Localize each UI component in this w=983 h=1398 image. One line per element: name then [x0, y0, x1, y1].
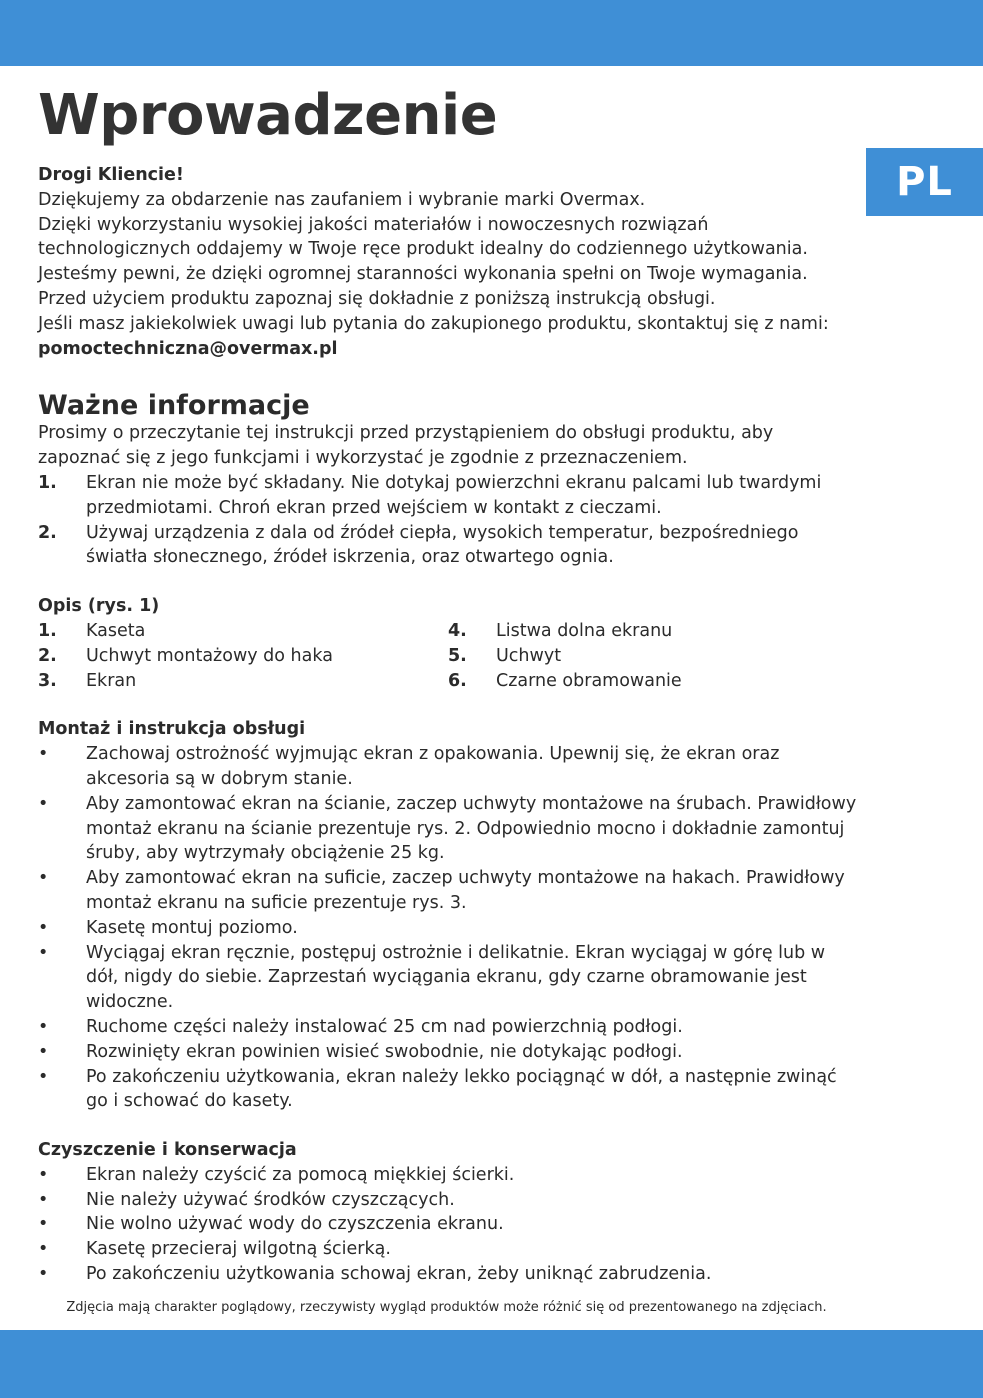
item-number: 6. — [448, 670, 467, 691]
bullet-item — [38, 941, 858, 1015]
bullet: • — [38, 1066, 49, 1087]
bullet-item — [38, 916, 858, 941]
important-section — [38, 391, 858, 570]
bullet: • — [38, 942, 49, 963]
item-text: Listwa dolna ekranu — [496, 620, 673, 641]
footnote: Zdjęcia mają charakter poglądowy, rzeczywisty wygląd produktów może różnić się od prezentowanego na zdjęciach. — [66, 1300, 827, 1315]
bullet-item — [38, 1040, 858, 1065]
cleaning-heading: Czyszczenie i konserwacja — [38, 1140, 297, 1161]
bullet: • — [38, 1214, 49, 1235]
bullet: • — [38, 1239, 49, 1260]
bullet: • — [38, 1164, 49, 1185]
item-number: 1. — [38, 472, 57, 493]
item-text: Ekran należy czyścić za pomocą miękkiej ścierki. — [86, 1164, 515, 1185]
bottom-banner — [0, 1330, 983, 1398]
list-item — [38, 669, 448, 694]
bullet: • — [38, 1016, 49, 1037]
bullet-item — [38, 1212, 858, 1237]
item-text: Nie wolno używać wody do czyszczenia ekranu. — [86, 1214, 504, 1235]
item-text: Kasetę przecieraj wilgotną ścierką. — [86, 1239, 391, 1260]
bullet: • — [38, 1264, 49, 1285]
bullet: • — [38, 793, 49, 814]
mounting-heading: Montaż i instrukcja obsługi — [38, 719, 306, 740]
item-text: Uchwyt montażowy do haka — [86, 645, 333, 666]
bullet-item — [38, 1065, 858, 1115]
item-text: Ekran nie może być składany. Nie dotykaj powierzchni ekranu palcami lub twardymi przedmiotami. Chroń ekran przed wejściem w kontakt z cieczami. — [86, 472, 822, 518]
description-section — [38, 594, 858, 693]
item-text: Wyciągaj ekran ręcznie, postępuj ostrożnie i delikatnie. Ekran wyciągaj w górę lub w dół, nigdy do siebie. Zaprzestań wyciągania ekranu, gdy czarne obramowanie jest widoczne. — [86, 942, 826, 1013]
item-text: Aby zamontować ekran na ścianie, zaczep uchwyty montażowe na śrubach. Prawidłowy montaż ekranu na ścianie prezentuje rys. 2. Odpowiednio mocno i dokładnie zamontuj śruby, aby wytrzymały obciążenie 25 kg. — [86, 793, 857, 864]
bullet-item — [38, 1237, 858, 1262]
mounting-section — [38, 717, 858, 1114]
item-number: 2. — [38, 645, 57, 666]
item-text: Zachowaj ostrożność wyjmując ekran z opakowania. Upewnij się, że ekran oraz akcesoria są w dobrym stanie. — [86, 744, 780, 789]
description-heading: Opis (rys. 1) — [38, 596, 160, 617]
greeting: Drogi Kliencie! — [38, 165, 184, 185]
list-item — [448, 619, 858, 644]
support-email: pomoctechniczna@overmax.pl — [38, 338, 338, 359]
list-item — [448, 669, 858, 694]
bullet-item — [38, 1015, 858, 1040]
list-item — [38, 644, 448, 669]
bullet-item — [38, 1262, 858, 1287]
page-title: Wprowadzenie — [38, 83, 498, 148]
item-text: Uchwyt — [496, 645, 562, 666]
bullet-item — [38, 792, 858, 866]
item-number: 1. — [38, 620, 57, 641]
bullet: • — [38, 1041, 49, 1062]
item-text: Ekran — [86, 670, 137, 691]
description-right-column — [448, 619, 858, 693]
intro-section — [38, 163, 858, 361]
intro-paragraph: Dzięki wykorzystaniu wysokiej jakości materiałów i nowoczesnych rozwiązań technologicznych oddajemy w Twoje ręce produkt idealny do codziennego użytkowania. Jesteśmy pewni, że dzięki ogromnej staranności wykonania spełni on Twoje wymagania. Przed użyciem produktu zapoznaj się dokładnie z poniższą instrukcją obsługi. — [38, 214, 808, 309]
important-lead: Prosimy o przeczytanie tej instrukcji przed przystąpieniem do obsługi produktu, aby zapoznać się z jego funkcjami i wykorzystać je zgodnie z przeznaczeniem. — [38, 423, 774, 469]
bullet-item — [38, 1188, 858, 1213]
item-number: 2. — [38, 522, 57, 543]
item-number: 3. — [38, 670, 57, 691]
intro-paragraph: Dziękujemy za obdarzenie nas zaufaniem i wybranie marki Overmax. — [38, 189, 646, 210]
item-text: Używaj urządzenia z dala od źródeł ciepła, wysokich temperatur, bezpośredniego światła słonecznego, źródeł iskrzenia, oraz otwartego ognia. — [86, 522, 799, 568]
item-text: Nie należy używać środków czyszczących. — [86, 1189, 455, 1210]
bullet-item — [38, 1163, 858, 1188]
cleaning-section — [38, 1138, 858, 1287]
list-item — [38, 521, 858, 571]
item-text: Po zakończeniu użytkowania, ekran należy lekko pociągnąć w dół, a następnie zwinąć go i schować do kasety. — [86, 1066, 837, 1112]
list-item — [38, 471, 858, 521]
list-item — [38, 619, 448, 644]
language-tab: PL — [866, 148, 983, 216]
item-text: Kaseta — [86, 620, 146, 641]
description-left-column — [38, 619, 448, 693]
item-text: Rozwinięty ekran powinien wisieć swobodnie, nie dotykając podłogi. — [86, 1041, 683, 1062]
bullet: • — [38, 1189, 49, 1210]
important-heading: Ważne informacje — [38, 390, 310, 422]
page-content — [38, 84, 858, 1287]
bullet-item — [38, 742, 858, 792]
bullet: • — [38, 744, 49, 765]
item-text: Po zakończeniu użytkowania schowaj ekran, żeby uniknąć zabrudzenia. — [86, 1264, 712, 1285]
intro-paragraph: Jeśli masz jakiekolwiek uwagi lub pytania do zakupionego produktu, skontaktuj się z nami: — [38, 313, 829, 334]
bullet-item — [38, 866, 858, 916]
item-text: Czarne obramowanie — [496, 670, 682, 691]
item-text: Aby zamontować ekran na suficie, zaczep uchwyty montażowe na hakach. Prawidłowy montaż ekranu na suficie prezentuje rys. 3. — [86, 868, 845, 913]
item-number: 5. — [448, 645, 467, 666]
item-text: Ruchome części należy instalować 25 cm nad powierzchnią podłogi. — [86, 1016, 683, 1037]
item-number: 4. — [448, 620, 467, 641]
item-text: Kasetę montuj poziomo. — [86, 917, 298, 938]
list-item — [448, 644, 858, 669]
bullet: • — [38, 868, 49, 889]
top-banner — [0, 0, 983, 66]
bullet: • — [38, 917, 49, 938]
